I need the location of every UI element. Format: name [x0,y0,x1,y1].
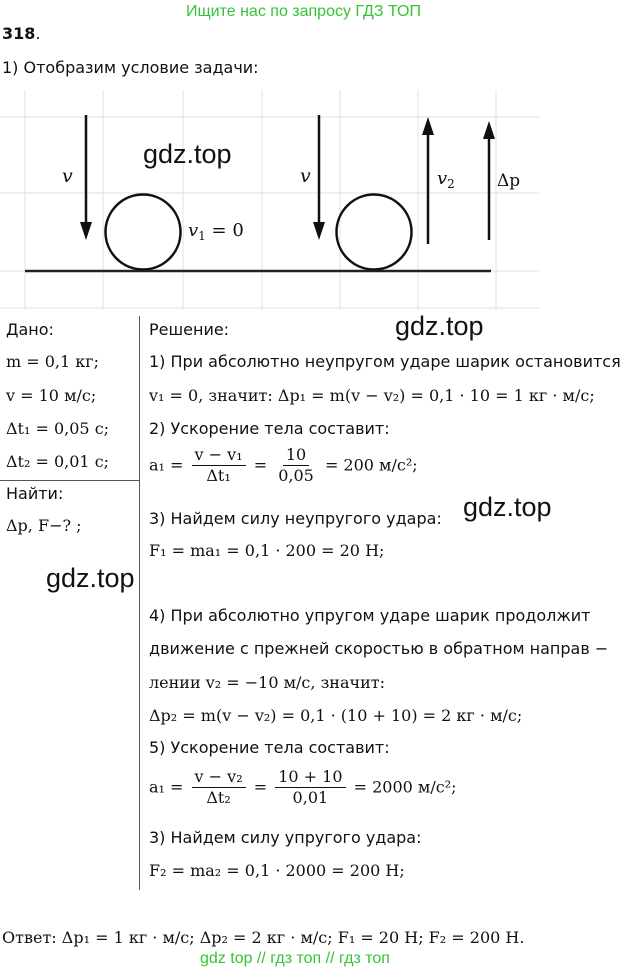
label-v-right: v [300,165,311,187]
momentum-change-arrow [483,121,495,240]
label-v1 [188,220,244,243]
watermark-3: gdz.top [463,492,552,522]
a2-fraction-2-den: 0,01 [292,788,329,808]
a1-result: = 200 м/с²; [324,455,418,475]
solution-step-4-line-2: движение с прежней скоростью в обратном направ − [149,639,609,658]
velocity-arrow-right [313,115,325,240]
step-1-heading: 1) Отобразим условие задачи: [2,58,259,77]
force-2-formula: F₂ = ma₂ = 0,1 · 2000 = 200 Н; [149,861,405,880]
given-dt2: Δt₂ = 0,01 с; [6,452,110,471]
a2-fraction-2-num: 10 + 10 [275,768,345,788]
label-v2 [437,168,455,191]
a1-fraction-1-num: v − v₁ [192,446,246,466]
a2-result: = 2000 м/с²; [353,777,457,797]
momentum-2-formula: Δp₂ = m(v − v₂) = 0,1 · (10 + 10) = 2 кг · м/с; [149,706,523,725]
find-title: Найти: [6,484,64,503]
solution-step-6: 3) Найдем силу упругого удара: [149,828,422,847]
given-velocity: v = 10 м/с; [6,386,97,405]
velocity-arrow-left [80,115,92,240]
force-1-formula: F₁ = ma₁ = 0,1 · 200 = 20 Н; [149,541,385,560]
a1-lhs: a₁ = [149,455,184,475]
solution-step-4: 4) При абсолютно упругом ударе шарик продолжит [149,606,591,625]
find-quantities: Δp, F−? ; [6,516,82,535]
a1-equals: = [253,455,268,475]
solution-step-4-line-3: лении v₂ = −10 м/с, значит: [149,673,385,692]
a2-equals: = [253,777,268,797]
watermark-4: gdz.top [46,563,135,593]
given-mass: m = 0,1 кг; [6,352,100,371]
a2-fraction-2 [275,768,345,808]
solution-step-1-formula: v₁ = 0, значит: Δp₁ = m(v − v₂) = 0,1 · 10 = 1 кг · м/с; [149,386,595,405]
ball-right [337,195,412,270]
solution-step-3: 3) Найдем силу неупругого удара: [149,509,442,528]
problem-number-dot: . [35,24,41,43]
label-v2-symbol: v [437,168,448,189]
watermark-2: gdz.top [395,311,484,341]
solution-step-5: 5) Ускорение тела составит: [149,738,390,757]
acceleration-1-formula [149,446,418,486]
given-find-divider [0,480,140,481]
solution-step-2: 2) Ускорение тела составит: [149,419,390,438]
a2-lhs: a₁ = [149,777,184,797]
label-delta-p: Δp [497,171,521,191]
site-footer: gdz top // гдз топ // гдз топ [200,950,390,967]
a2-fraction-1 [192,768,246,808]
label-v1-symbol: v [188,220,199,241]
answer-line: Ответ: Δp₁ = 1 кг · м/с; Δp₂ = 2 кг · м/с; F₁ = 20 Н; F₂ = 200 Н. [2,928,525,947]
problem-number [2,24,41,43]
given-title: Дано: [6,320,54,339]
solution-step-1: 1) При абсолютно неупругом ударе шарик остановится [149,352,621,371]
a1-fraction-2-num: 10 [283,446,309,466]
label-v1-subscript: 1 [198,229,206,243]
problem-figure [0,90,629,310]
solution-title: Решение: [149,320,230,339]
given-dt1: Δt₁ = 0,05 с; [6,419,110,438]
label-v1-equals: = 0 [205,220,244,241]
ball-left [106,195,181,270]
a2-fraction-1-den: Δt₂ [206,788,231,808]
a2-fraction-1-num: v − v₂ [192,768,246,788]
acceleration-2-formula [149,768,457,808]
given-solution-divider [139,316,140,890]
a1-fraction-1 [192,446,246,486]
watermark-1: gdz.top [143,139,232,169]
velocity-v2-arrow [422,117,434,244]
a1-fraction-1-den: Δt₁ [206,466,231,486]
a1-fraction-2-den: 0,05 [278,466,314,486]
site-banner: Ищите нас по запросу ГДЗ ТОП [186,3,421,20]
a1-fraction-2 [275,446,317,486]
label-v-left: v [62,165,73,187]
figure-grid [0,90,540,310]
problem-number-value: 318 [2,24,36,43]
label-v2-subscript: 2 [447,177,455,191]
